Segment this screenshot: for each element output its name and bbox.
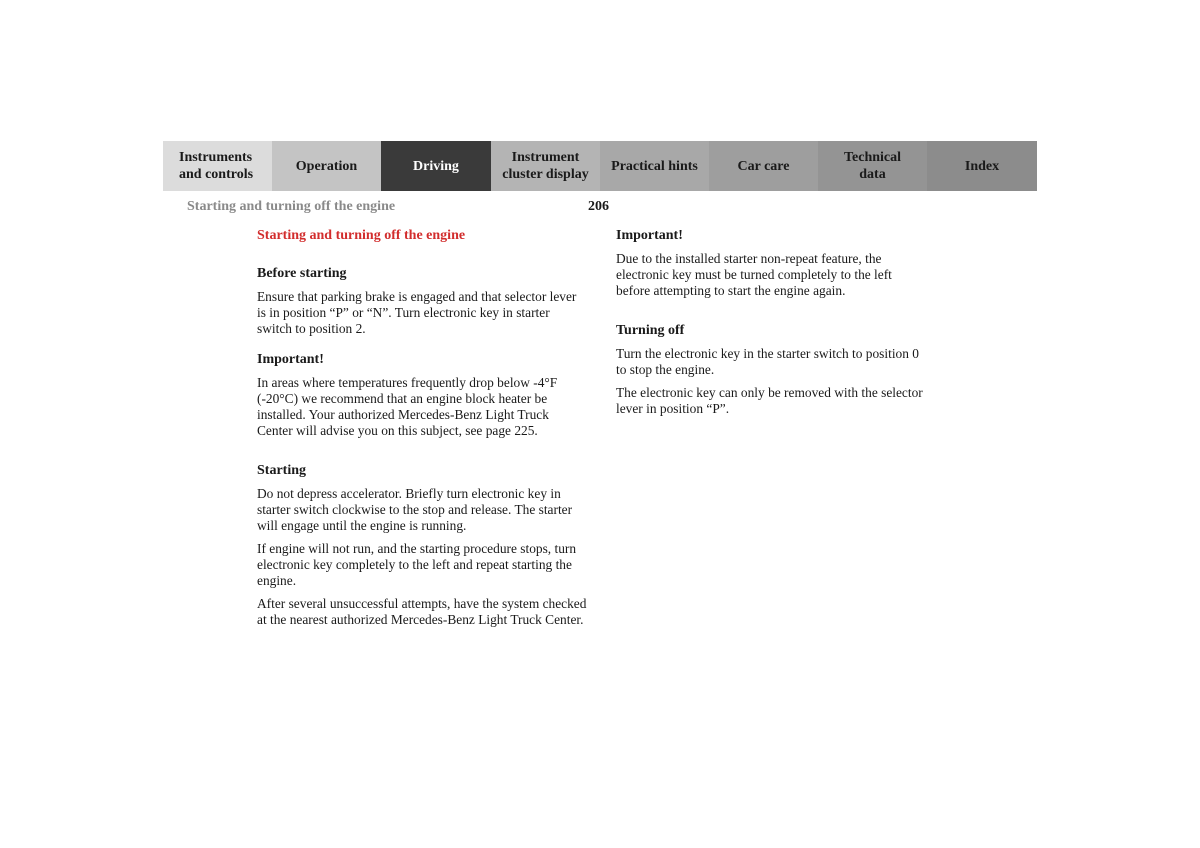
tab-label: Driving: [413, 158, 459, 174]
tab-label: Instrument cluster display: [502, 150, 589, 182]
section-nav: [163, 141, 1037, 191]
tab-operation[interactable]: [272, 141, 381, 191]
tab-label: Operation: [295, 158, 358, 174]
paragraph: If engine will not run, and the starting procedure stops, turn electronic key completely to the left and repeat starting the engine.: [257, 541, 577, 588]
heading-important: Important!: [257, 352, 324, 367]
tab-technical-data[interactable]: [818, 141, 927, 191]
tab-driving[interactable]: [381, 141, 491, 191]
heading-before-starting: Before starting: [257, 266, 347, 281]
section-title: Starting and turning off the engine: [257, 228, 466, 243]
tab-label: Index: [964, 158, 1000, 174]
paragraph: Ensure that parking brake is engaged and that selector lever is in position “P” or “N”. Turn electronic key in starter switch to position 2.: [257, 289, 577, 336]
left-column: [257, 228, 587, 635]
tab-instrument-cluster-display[interactable]: [491, 141, 600, 191]
paragraph: The electronic key can only be removed with the selector lever in position “P”.: [616, 385, 923, 416]
tab-label: Car care: [737, 158, 790, 174]
tab-label: Practical hints: [611, 158, 698, 174]
right-column: [616, 228, 926, 424]
paragraph: In areas where temperatures frequently drop below -4°F (-20°C) we recommend that an engine block heater be installed. Your authorized Mercedes-Benz Light Truck Center will advise you on this subject, see page 225.: [257, 375, 558, 438]
page-number: 206: [588, 199, 609, 214]
heading-turning-off: Turning off: [616, 323, 685, 338]
tab-label: Technical data: [843, 150, 902, 182]
tab-label: Instruments and controls: [179, 150, 254, 182]
tab-car-care[interactable]: [709, 141, 818, 191]
running-head: Starting and turning off the engine: [187, 199, 396, 214]
tab-instruments-and-controls[interactable]: [163, 141, 272, 191]
paragraph: Due to the installed starter non-repeat feature, the electronic key must be turned completely to the left before attempting to start the engine again.: [616, 251, 892, 298]
paragraph: Turn the electronic key in the starter switch to position 0 to stop the engine.: [616, 346, 919, 377]
heading-important: Important!: [616, 228, 683, 243]
paragraph: After several unsuccessful attempts, have the system checked at the nearest authorized Mercedes-Benz Light Truck Center.: [257, 596, 587, 627]
heading-starting: Starting: [257, 463, 306, 478]
paragraph: Do not depress accelerator. Briefly turn electronic key in starter switch clockwise to the stop and release. The starter will engage until the engine is running.: [257, 486, 573, 533]
tab-practical-hints[interactable]: [600, 141, 709, 191]
tab-index[interactable]: [927, 141, 1037, 191]
